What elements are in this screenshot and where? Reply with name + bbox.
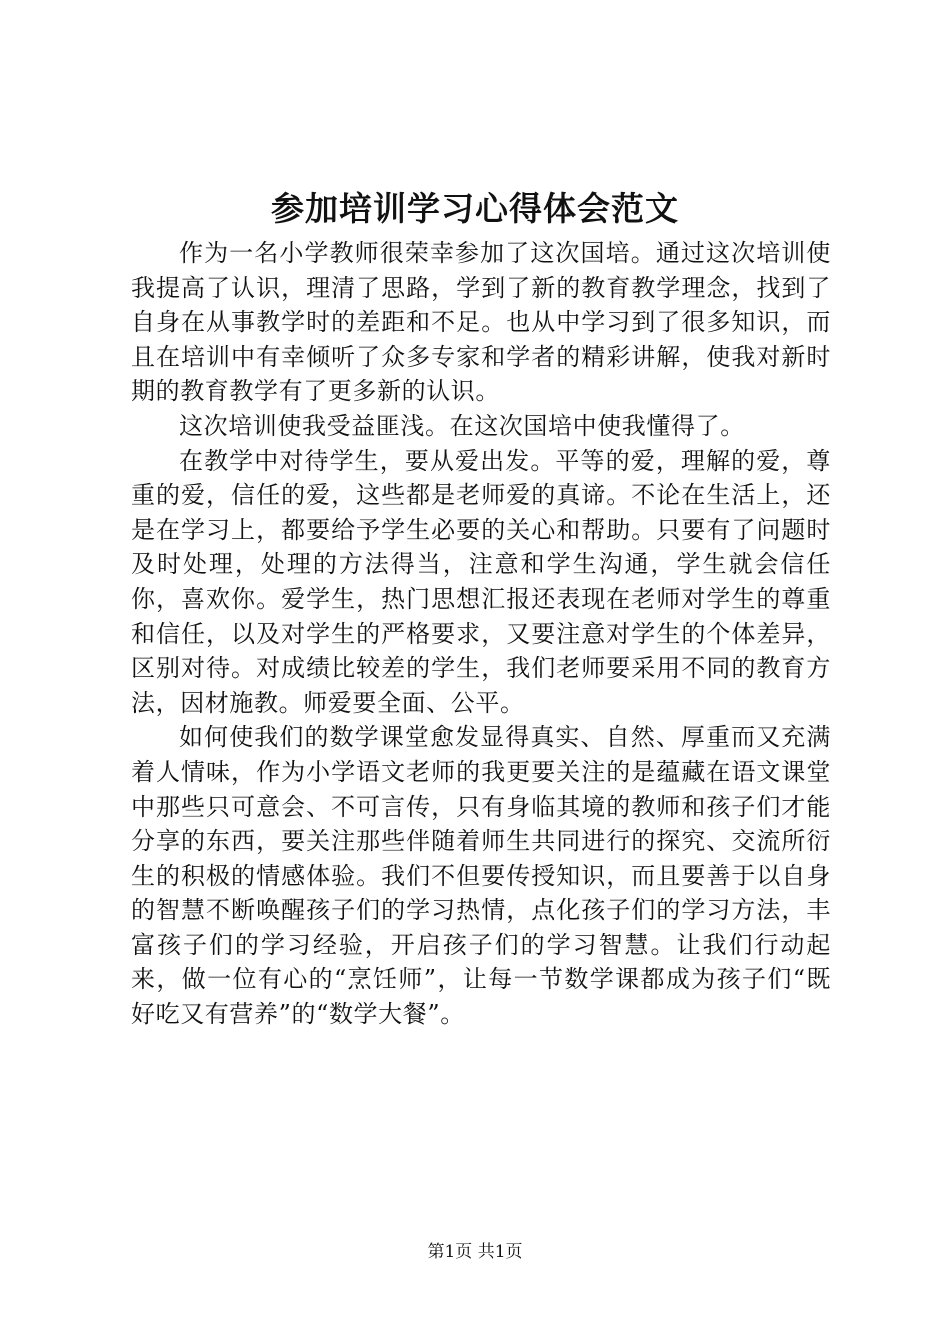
page-number-footer: 第1页 共1页 [427,1242,523,1262]
paragraph-3: 在教学中对待学生，要从爱出发。平等的爱，理解的爱，尊重的爱，信任的爱，这些都是老师爱的真谛。不论在生活上，还是在学习上，都要给予学生必要的关心和帮助。只要有了问题时及时处理，处理的方法得当，注意和学生沟通，学生就会信任你，喜欢你。爱学生，热门思想汇报还表现在老师对学生的尊重和信任，以及对学生的严格要求，又要注意对学生的个体差异，区别对待。对成绩比较差的学生，我们老师要采用不同的教育方法，因材施教。师爱要全面、公平。 [131,446,831,717]
paragraph-4: 如何使我们的数学课堂愈发显得真实、自然、厚重而又充满着人情味，作为小学语文老师的我更要关注的是蕴藏在语文课堂中那些只可意会、不可言传，只有身临其境的教师和孩子们才能分享的东西，要关注那些伴随着师生共同进行的探究、交流所衍生的积极的情感体验。我们不但要传授知识，而且要善于以自身的智慧不断唤醒孩子们的学习热情，点化孩子们的学习方法，丰富孩子们的学习经验，开启孩子们的学习智慧。让我们行动起来，做一位有心的“烹饪师”，让每一节数学课都成为孩子们“既好吃又有营养”的“数学大餐”。 [131,723,831,1029]
paragraph-1: 作为一名小学教师很荣幸参加了这次国培。通过这次培训使我提高了认识，理清了思路，学到了新的教育教学理念，找到了自身在从事教学时的差距和不足。也从中学习到了很多知识，而且在培训中有幸倾听了众多专家和学者的精彩讲解，使我对新时期的教育教学有了更多新的认识。 [131,239,831,406]
document-title: 参加培训学习心得体会范文 [271,189,679,228]
document-body [131,236,831,1032]
paragraph-2: 这次培训使我受益匪浅。在这次国培中使我懂得了。 [179,411,745,440]
